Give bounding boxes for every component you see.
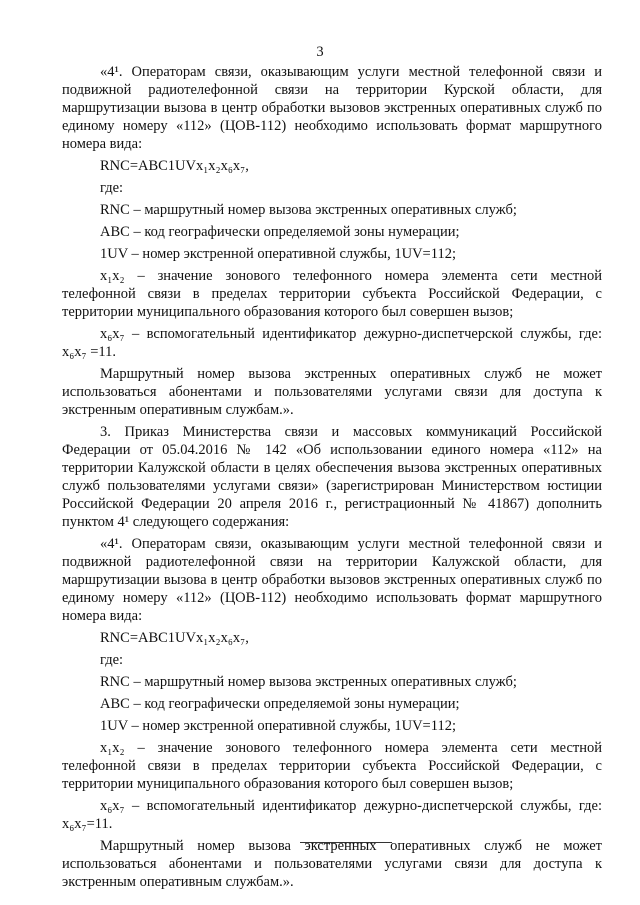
paragraph: 1UV – номер экстренной оперативной службы, 1UV=112; [100,246,456,262]
page-number: 3 [316,44,324,60]
paragraph: где: [100,652,124,668]
formula-line: RNC=ABC1UVx₁x₂x₆x₇, [100,630,249,646]
paragraph: ABC – код географически определяемой зоны нумерации; [100,224,460,240]
paragraph: где: [100,180,124,196]
paragraph: x₆x₇ – вспомогательный идентификатор дежурно-диспетчерской службы, где: x₆x₇=11. [62,798,602,832]
paragraph: 1UV – номер экстренной оперативной службы, 1UV=112; [100,718,456,734]
document-body [62,63,602,895]
paragraph: «4¹. Операторам связи, оказывающим услуги местной телефонной связи и подвижной радиотелефонной связи на территории Курской области, для маршрутизации вызова в центр обработки вызовов экстренных оперативных служб по единому номеру «112» (ЦОВ-112) необходимо использовать формат маршрутного номера вида: [62,64,602,152]
paragraph: 3. Приказ Министерства связи и массовых коммуникаций Российской Федерации от 05.04.2016 № 142 «Об использовании единого номера «112» на территории Калужской области в целях обеспечения вызова экстренных оперативных служб пользователями услугами связи» (зарегистрирован Министерством юстиции Российской Федерации 20 апреля 2016 г., регистрационный № 41867) дополнить пунктом 4¹ следующего содержания: [62,424,602,530]
end-separator-line [300,842,392,843]
paragraph: «4¹. Операторам связи, оказывающим услуги местной телефонной связи и подвижной радиотелефонной связи на территории Калужской области, для маршрутизации вызова в центр обработки вызовов экстренных оперативных служб по единому номеру «112» (ЦОВ-112) необходимо использовать формат маршрутного номера вида: [62,536,602,624]
paragraph: x₆x₇ – вспомогательный идентификатор дежурно-диспетчерской службы, где: x₆x₇ =11. [62,326,602,360]
paragraph: x₁x₂ – значение зонового телефонного номера элемента сети местной телефонной связи в пределах территории субъекта Российской Федерации, с территории муниципального образования которого был совершен вызов; [62,268,602,320]
paragraph: RNC – маршрутный номер вызова экстренных оперативных служб; [100,202,517,218]
formula-line: RNC=ABC1UVx₁x₂x₆x₇, [100,158,249,174]
section-kaluga [62,423,602,891]
section-kursk [62,63,602,419]
paragraph: x₁x₂ – значение зонового телефонного номера элемента сети местной телефонной связи в пределах территории субъекта Российской Федерации, с территории муниципального образования которого был совершен вызов; [62,740,602,792]
paragraph: ABC – код географически определяемой зоны нумерации; [100,696,460,712]
paragraph: RNC – маршрутный номер вызова экстренных оперативных служб; [100,674,517,690]
paragraph: Маршрутный номер вызова экстренных оперативных служб не может использоваться абонентами и пользователями услугами связи для доступа к экстренным оперативным службам.». [62,838,602,890]
paragraph: Маршрутный номер вызова экстренных оперативных служб не может использоваться абонентами и пользователями услугами связи для доступа к экстренным оперативным службам.». [62,366,602,418]
